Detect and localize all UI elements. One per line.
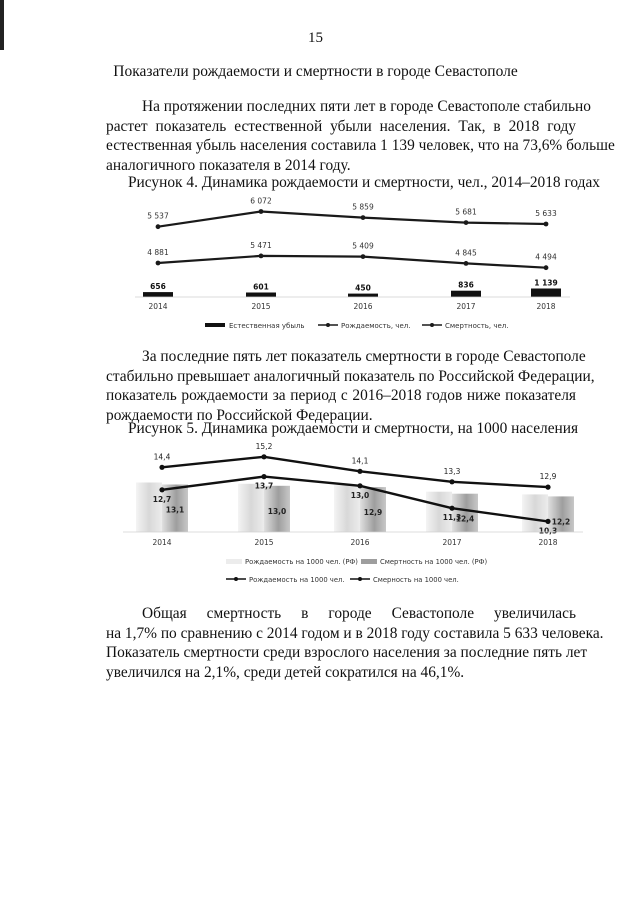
natural-decrease-bar [143,292,173,297]
deaths-point [361,215,366,220]
births-per-1000-point [357,483,362,488]
births-point [156,261,161,266]
rf-death-data-label: 12,2 [551,517,571,527]
x-tick-label: 2018 [536,302,556,311]
page-number: 15 [308,30,323,46]
legend-label: Рождаемость на 1000 чел. (РФ) [245,558,358,566]
deaths-point [259,209,264,214]
legend-swatch-rf-deaths [361,559,377,564]
births-per-1000-point [261,474,266,479]
paragraph-line: Общая смертность в городе Севастополе увеличилась [142,605,576,622]
deaths-per-1000-point [159,465,164,470]
legend-marker-births [326,323,330,327]
x-tick-label: 2015 [254,538,274,547]
natural-decrease-data-label: 601 [253,282,269,292]
deaths-line [158,212,546,227]
births-per-1000-data-label: 11,3 [442,513,462,523]
births-point [259,254,264,259]
paragraph-line: на 1,7% по сравнению с 2014 годом и в 2018 году составила 5 633 человека. [106,624,604,642]
paragraph-line: аналогичного показателя в 2014 году. [106,156,351,174]
deaths-per-1000-point [545,485,550,490]
legend-label: Смерность на 1000 чел. [373,576,459,584]
natural-decrease-data-label: 450 [355,283,371,293]
births-per-1000-point [449,506,454,511]
deaths-point [156,224,161,229]
rf-birth-bar [136,483,162,533]
paragraph-line: На протяжении последних пяти лет в городе Севастополе стабильно [142,98,591,115]
deaths-data-label: 5 537 [147,211,169,221]
deaths-per-1000-point [449,479,454,484]
figure-4-caption: Рисунок 4. Динамика рождаемости и смертности, чел., 2014–2018 годах [128,174,601,191]
paragraph-line: увеличился на 2,1%, среди детей сократился на 46,1%. [106,663,465,681]
natural-decrease-bar [451,291,481,297]
x-tick-label: 2014 [148,302,168,311]
natural-decrease-bar [531,289,561,298]
births-data-label: 4 845 [455,248,477,258]
rf-death-data-label: 13,1 [165,505,185,515]
paragraph-3 [106,604,604,682]
rf-death-data-label: 12,4 [455,514,475,524]
births-line [158,256,546,268]
deaths-point [464,220,469,225]
natural-decrease-bar [246,293,276,298]
x-tick-label: 2018 [538,538,558,547]
paragraph-2 [106,347,595,425]
rf-birth-bar [426,492,452,532]
legend-marker-deaths [358,577,362,581]
legend-label: Естественная убыль [229,322,305,330]
deaths-data-label: 6 072 [250,196,272,206]
x-tick-label: 2016 [353,302,373,311]
legend-label: Рождаемость, чел. [341,322,411,330]
legend-swatch-natural-decrease [205,323,225,327]
x-tick-label: 2015 [251,302,271,311]
natural-decrease-data-label: 836 [458,280,474,290]
deaths-per-1000-data-label: 14,4 [153,452,171,462]
paragraph-1 [106,97,615,175]
natural-decrease-data-label: 656 [150,282,166,292]
figure-5-chart [118,432,588,592]
paragraph-line: естественная убыль населения составила 1 139 человек, что на 73,6% больше [106,137,615,154]
deaths-per-1000-data-label: 14,1 [351,456,369,466]
deaths-per-1000-point [357,469,362,474]
x-tick-label: 2016 [350,538,370,547]
births-per-1000-point [159,487,164,492]
deaths-data-label: 5 859 [352,202,374,212]
deaths-point [544,222,549,227]
births-per-1000-data-label: 12,7 [152,494,172,504]
deaths-per-1000-data-label: 13,3 [443,466,461,476]
legend-swatch-rf-births [226,559,242,564]
paragraph-line: За последние пять лет показатель смертности в городе Севастополе [142,348,586,365]
legend-label: Смертность, чел. [445,322,509,330]
legend-marker-births [234,577,238,581]
births-per-1000-point [545,519,550,524]
paragraph-line: рождаемости по Российской Федерации. [106,406,373,424]
rf-birth-bar [238,484,264,532]
paragraph-line: стабильно превышает аналогичный показатель по Российской Федерации, [106,367,595,385]
natural-decrease-bar [348,294,378,297]
paragraph-line: Показатель смертности среди взрослого населения за последние пять лет [106,644,588,661]
deaths-data-label: 5 633 [535,209,557,218]
rf-death-data-label: 13,0 [267,506,287,516]
x-tick-label: 2017 [442,538,462,547]
x-tick-label: 2014 [152,538,172,547]
natural-decrease-data-label: 1 139 [534,278,558,288]
births-point [464,261,469,266]
paragraph-line: показатель рождаемости за период с 2016–2018 годов ниже показателя [106,387,576,404]
births-data-label: 5 409 [352,241,374,251]
deaths-data-label: 5 681 [455,207,477,217]
births-point [544,265,549,270]
section-heading: Показатели рождаемости и смертности в городе Севастополе [113,63,518,80]
rf-death-data-label: 12,9 [363,508,383,518]
births-per-1000-data-label: 10,3 [538,526,558,536]
paragraph-line: растет показатель естественной убыли населения. Так, в 2018 году [106,117,576,135]
legend-marker-deaths [430,323,434,327]
births-data-label: 4 494 [535,252,557,262]
x-tick-label: 2017 [456,302,476,311]
deaths-per-1000-data-label: 15,2 [255,441,273,451]
legend-label: Смертность на 1000 чел. (РФ) [380,558,488,566]
figure-5-caption: Рисунок 5. Динамика рождаемости и смертности, на 1000 населения [128,420,579,437]
births-per-1000-data-label: 13,0 [350,490,370,500]
deaths-per-1000-data-label: 12,9 [539,472,557,482]
births-data-label: 4 881 [147,248,169,257]
births-per-1000-data-label: 13,7 [254,481,274,491]
births-data-label: 5 471 [250,240,272,250]
figure-4-chart [130,193,585,343]
legend-label: Рождаемость на 1000 чел. [249,576,345,584]
deaths-per-1000-point [261,454,266,459]
births-point [361,254,366,259]
